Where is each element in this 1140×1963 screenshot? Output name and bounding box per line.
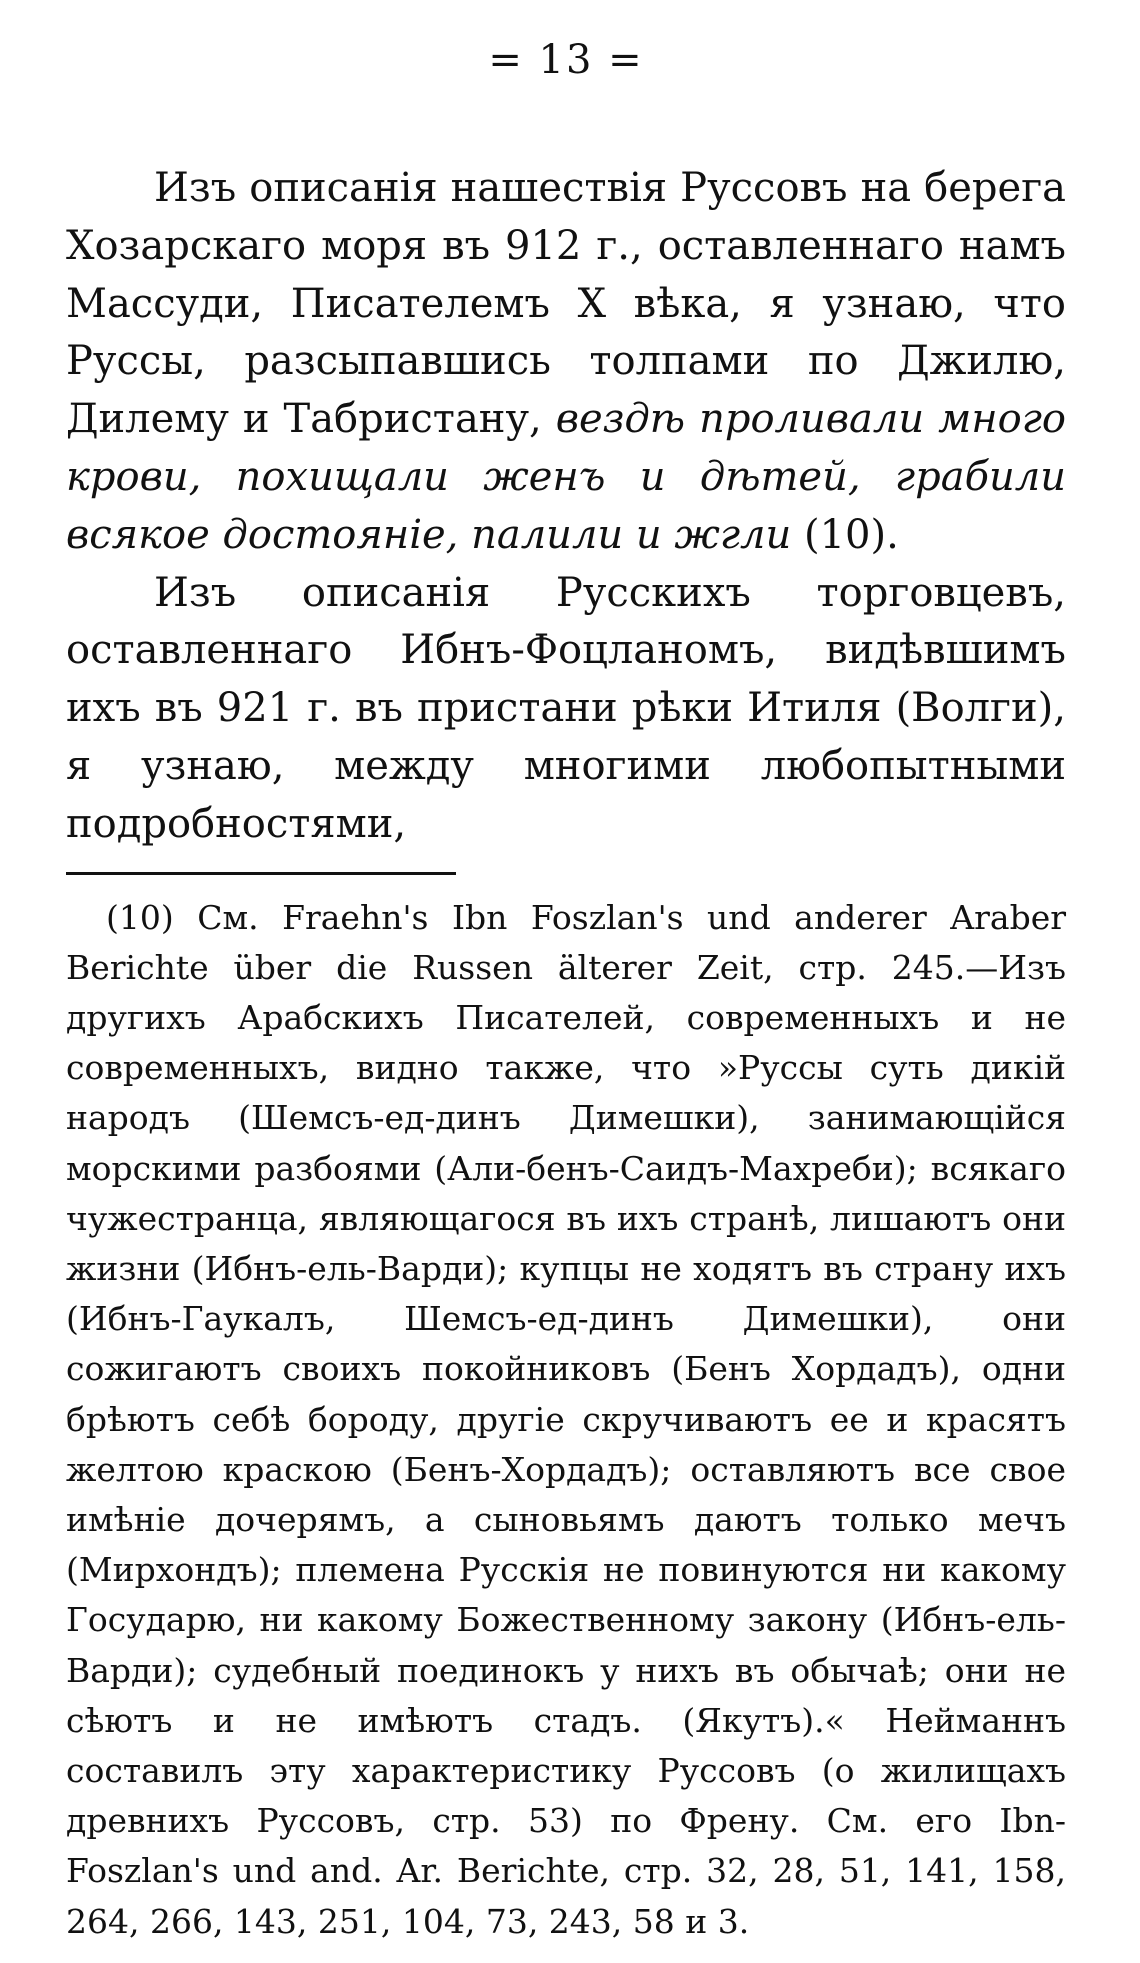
paragraph-massudi <box>66 160 1066 565</box>
paragraph-massudi-plain: Изъ описанія нашествія Руссовъ на берега Хозарскаго моря въ 912 г., оставленнаго намъ Массуди, Писателемъ X вѣка, я узнаю, что Руссы, разсыпавшись толпами по Джилю, Дилему и Табристану, <box>66 165 1066 443</box>
main-text <box>66 160 1066 854</box>
footnote-divider <box>66 872 456 875</box>
paragraph-massudi-italic: вездѣ проливали много крови, похищали женъ и дѣтей, грабили всякое достояніе, палили и жгли <box>66 396 1066 558</box>
paragraph-massudi-ending: (10). <box>791 511 899 558</box>
paragraph-ibn-foszlan: Изъ описанія Русскихъ торговцевъ, оставленнаго Ибнъ-Фоцланомъ, видѣвшимъ ихъ въ 921 г. въ пристани рѣки Итиля (Волги), я узнаю, между многими любопытными подробностями, <box>66 569 1066 847</box>
footnote-10: (10) См. Fraehn's Ibn Foszlan's und anderer Araber Berichte über die Russen älterer Zeit, стр. 245.—Изъ другихъ Арабскихъ Писателей, современныхъ и не современныхъ, видно также, что »Руссы суть дикій народъ (Шемсъ-ед-динъ Димешки), занимающійся морскими разбоями (Али-бенъ-Саидъ-Махреби); всякаго чужестранца, являющагося въ ихъ странѣ, лишаютъ они жизни (Ибнъ-ель-Варди); купцы не ходятъ въ страну ихъ (Ибнъ-Гаукалъ, Шемсъ-ед-динъ Димешки), они сожигаютъ своихъ покойниковъ (Бенъ Хордадъ), одни брѣютъ себѣ бороду, другіе скручиваютъ ее и красятъ желтою краскою (Бенъ-Хордадъ); оставляютъ все свое имѣніе дочерямъ, а сыновьямъ даютъ только мечъ (Мирхондъ); племена Русскія не повинуются ни какому Государю, ни какому Божественному закону (Ибнъ-ель-Варди); судебный поединокъ у нихъ въ обычаѣ; они не сѣютъ и не имѣютъ стадъ. (Якутъ).« Нейманнъ составилъ эту характеристику Руссовъ (о жилищахъ древнихъ Руссовъ, стр. 53) по Френу. См. его Ibn-Foszlan's und and. Ar. Berichte, стр. 32, 28, 51, 141, 158, 264, 266, 143, 251, 104, 73, 243, 58 и 3. <box>66 897 1066 1941</box>
page-number: = 13 = <box>488 37 644 83</box>
